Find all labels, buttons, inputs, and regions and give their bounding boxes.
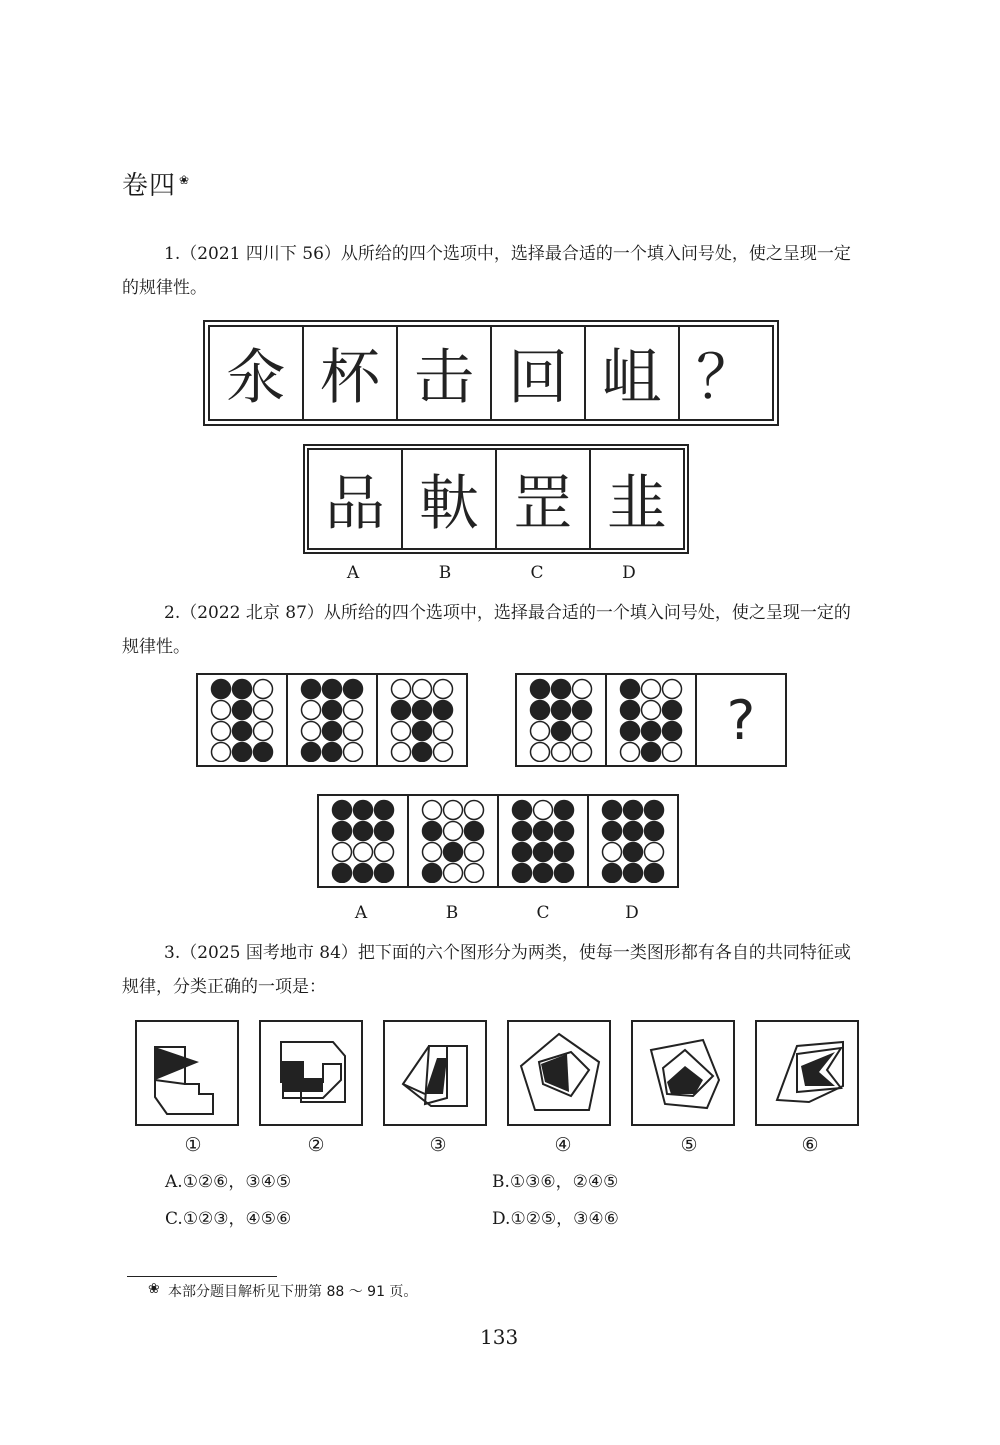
- q3-choice-d[interactable]: [492, 1204, 619, 1229]
- choice-letter: C.: [165, 1209, 183, 1229]
- filled-dot: [513, 843, 532, 862]
- filled-dot: [624, 801, 643, 820]
- filled-dot: [624, 822, 643, 841]
- q2-group1-cell: [376, 673, 468, 767]
- q3-label-5: ⑤: [680, 1134, 698, 1156]
- polygon-figure: [261, 1022, 361, 1124]
- empty-dot: [465, 864, 484, 883]
- q1-options: [303, 444, 689, 554]
- filled-dot: [413, 743, 432, 762]
- q2-option-d[interactable]: [587, 794, 679, 888]
- empty-dot: [531, 722, 550, 741]
- empty-dot: [531, 743, 550, 762]
- filled-dot: [233, 701, 252, 720]
- filled-dot: [212, 680, 231, 699]
- polygon-figure: [757, 1022, 857, 1124]
- q2-option-c[interactable]: [497, 794, 589, 888]
- filled-dot: [645, 864, 664, 883]
- filled-dot: [375, 801, 394, 820]
- q1-option-b[interactable]: 軑: [401, 448, 497, 550]
- choice-text: ①③⑥，②④⑤: [509, 1172, 619, 1192]
- filled-dot: [375, 864, 394, 883]
- filled-dot: [603, 822, 622, 841]
- filled-dot: [354, 801, 373, 820]
- empty-dot: [212, 743, 231, 762]
- q1-option-d[interactable]: 韭: [589, 448, 685, 550]
- filled-dot: [323, 701, 342, 720]
- q2-group2: [515, 673, 787, 767]
- q1-seq-cell: 击: [396, 325, 492, 421]
- q3-label-4: ④: [554, 1134, 572, 1156]
- empty-dot: [302, 701, 321, 720]
- filled-dot: [531, 701, 550, 720]
- empty-dot: [444, 801, 463, 820]
- dot-grid-figure: [511, 799, 575, 883]
- q2-label-b: B: [445, 903, 459, 923]
- q3-choice-c[interactable]: [165, 1204, 291, 1229]
- filled-dot: [423, 864, 442, 883]
- footnote-text: 本部分题目解析见下册第 88 ～ 91 页。: [168, 1284, 418, 1300]
- footnote: [148, 1281, 418, 1301]
- empty-dot: [344, 701, 363, 720]
- polygon-figure: [385, 1022, 485, 1124]
- empty-dot: [534, 801, 553, 820]
- filled-dot: [642, 743, 661, 762]
- empty-dot: [603, 843, 622, 862]
- choice-letter: A.: [165, 1172, 183, 1192]
- filled-dot: [333, 801, 352, 820]
- q1-question-cell: ？: [678, 325, 774, 421]
- filled-dot: [375, 822, 394, 841]
- empty-dot: [465, 801, 484, 820]
- q1-stem: [122, 237, 864, 305]
- empty-dot: [423, 801, 442, 820]
- dot-grid-figure: [529, 678, 593, 762]
- footnote-divider: [127, 1276, 277, 1277]
- filled-dot: [621, 722, 640, 741]
- filled-dot: [354, 864, 373, 883]
- empty-dot: [333, 843, 352, 862]
- q3-figure-4: [507, 1020, 611, 1126]
- q2-label-a: A: [354, 903, 368, 923]
- empty-dot: [663, 680, 682, 699]
- empty-dot: [573, 680, 592, 699]
- filled-dot: [323, 680, 342, 699]
- filled-dot: [233, 743, 252, 762]
- empty-dot: [392, 743, 411, 762]
- filled-dot: [513, 864, 532, 883]
- q2-group1: [196, 673, 468, 767]
- empty-dot: [254, 680, 273, 699]
- filled-dot: [434, 701, 453, 720]
- filled-dot: [534, 843, 553, 862]
- empty-dot: [663, 743, 682, 762]
- dot-grid-figure: [210, 678, 274, 762]
- filled-dot: [552, 722, 571, 741]
- empty-dot: [413, 680, 432, 699]
- q2-question-cell: ?: [695, 673, 787, 767]
- q3-choice-a[interactable]: [165, 1167, 291, 1192]
- filled-dot: [621, 680, 640, 699]
- q3-stem: [122, 936, 864, 1004]
- empty-dot: [254, 701, 273, 720]
- filled-dot: [344, 680, 363, 699]
- polygon-figure: [137, 1022, 237, 1124]
- q1-label-c: C: [530, 563, 544, 583]
- filled-dot: [624, 843, 643, 862]
- q2-label-c: C: [536, 903, 550, 923]
- dot-grid-figure: [390, 678, 454, 762]
- filled-dot: [555, 843, 574, 862]
- q2-group2-cell: [515, 673, 607, 767]
- filled-dot: [621, 701, 640, 720]
- filled-dot: [663, 722, 682, 741]
- filled-dot: [552, 701, 571, 720]
- q1-option-c[interactable]: 罡: [495, 448, 591, 550]
- filled-dot: [603, 864, 622, 883]
- filled-dot: [254, 743, 273, 762]
- empty-dot: [302, 722, 321, 741]
- q2-group2-cell: [605, 673, 697, 767]
- empty-dot: [423, 843, 442, 862]
- filled-dot: [645, 822, 664, 841]
- q3-label-2: ②: [307, 1134, 325, 1156]
- choice-text: ①②⑥，③④⑤: [182, 1172, 292, 1192]
- q2-option-a[interactable]: [317, 794, 409, 888]
- filled-dot: [423, 822, 442, 841]
- flower-mark-icon: ❀: [148, 1281, 160, 1297]
- filled-dot: [465, 822, 484, 841]
- empty-dot: [392, 680, 411, 699]
- dot-grid-figure: [331, 799, 395, 883]
- q1-seq-cell: 氽: [208, 325, 304, 421]
- filled-dot: [444, 843, 463, 862]
- empty-dot: [354, 843, 373, 862]
- polygon-figure: [633, 1022, 733, 1124]
- empty-dot: [642, 680, 661, 699]
- empty-dot: [642, 701, 661, 720]
- filled-dot: [555, 822, 574, 841]
- choice-letter: D.: [492, 1209, 511, 1229]
- q1-label-b: B: [438, 563, 452, 583]
- q1-label-a: A: [346, 563, 360, 583]
- dot-grid-figure: [421, 799, 485, 883]
- q1-sequence: [203, 320, 779, 426]
- q1-option-a[interactable]: 品: [307, 448, 403, 550]
- choice-text: ①②③，④⑤⑥: [182, 1209, 292, 1229]
- q3-text: （2025 国考地市 84）把下面的六个图形分为两类，使每一类图形都有各自的共同特征或规律，分类正确的一项是：: [122, 943, 851, 997]
- filled-dot: [302, 743, 321, 762]
- filled-dot: [333, 864, 352, 883]
- q1-label-d: D: [622, 563, 636, 583]
- filled-dot: [392, 701, 411, 720]
- q2-option-b[interactable]: [407, 794, 499, 888]
- filled-dot: [513, 822, 532, 841]
- empty-dot: [444, 864, 463, 883]
- q3-figure-2: [259, 1020, 363, 1126]
- empty-dot: [645, 843, 664, 862]
- dot-grid-figure: [601, 799, 665, 883]
- filled-dot: [663, 701, 682, 720]
- empty-dot: [212, 722, 231, 741]
- q2-stem: [122, 596, 864, 664]
- flower-mark-icon: ❀: [179, 173, 191, 188]
- filled-dot: [233, 680, 252, 699]
- filled-dot: [354, 822, 373, 841]
- empty-dot: [573, 722, 592, 741]
- filled-dot: [513, 801, 532, 820]
- filled-dot: [534, 864, 553, 883]
- empty-dot: [573, 743, 592, 762]
- dot-grid-figure: [619, 678, 683, 762]
- empty-dot: [434, 743, 453, 762]
- filled-dot: [573, 701, 592, 720]
- filled-dot: [531, 680, 550, 699]
- q2-text: （2022 北京 87）从所给的四个选项中，选择最合适的一个填入问号处，使之呈现一定的规律性。: [122, 603, 851, 657]
- filled-dot: [552, 680, 571, 699]
- page-number: 133: [480, 1325, 519, 1349]
- filled-dot: [302, 680, 321, 699]
- empty-dot: [465, 843, 484, 862]
- q3-figure-6: [755, 1020, 859, 1126]
- section-title-text: 卷四: [122, 171, 177, 201]
- q3-figure-1: [135, 1020, 239, 1126]
- q2-group1-cell: [286, 673, 378, 767]
- q3-label-3: ③: [429, 1134, 447, 1156]
- q1-number: 1.: [164, 244, 181, 264]
- q2-number: 2.: [164, 603, 181, 623]
- dot-grid-figure: [300, 678, 364, 762]
- filled-dot: [323, 743, 342, 762]
- filled-dot: [642, 722, 661, 741]
- choice-text: ①②⑤，③④⑥: [510, 1209, 619, 1229]
- q1-sequence-frame: [203, 320, 779, 426]
- empty-dot: [344, 743, 363, 762]
- q3-figure-3: [383, 1020, 487, 1126]
- section-title: [122, 165, 190, 202]
- empty-dot: [344, 722, 363, 741]
- q1-seq-cell: 回: [490, 325, 586, 421]
- empty-dot: [375, 843, 394, 862]
- filled-dot: [645, 801, 664, 820]
- empty-dot: [552, 743, 571, 762]
- q1-text: （2021 四川下 56）从所给的四个选项中，选择最合适的一个填入问号处，使之呈现一定的规律性。: [122, 244, 851, 298]
- q2-group1-cell: [196, 673, 288, 767]
- empty-dot: [434, 722, 453, 741]
- q3-label-1: ①: [184, 1134, 202, 1156]
- filled-dot: [624, 864, 643, 883]
- q3-label-6: ⑥: [801, 1134, 819, 1156]
- empty-dot: [621, 743, 640, 762]
- empty-dot: [254, 722, 273, 741]
- q3-figure-5: [631, 1020, 735, 1126]
- filled-dot: [413, 722, 432, 741]
- q3-number: 3.: [164, 943, 181, 963]
- q2-label-d: D: [625, 903, 639, 923]
- choice-letter: B.: [492, 1172, 510, 1192]
- filled-dot: [555, 801, 574, 820]
- filled-dot: [555, 864, 574, 883]
- filled-dot: [413, 701, 432, 720]
- filled-dot: [323, 722, 342, 741]
- empty-dot: [392, 722, 411, 741]
- empty-dot: [434, 680, 453, 699]
- filled-dot: [603, 801, 622, 820]
- polygon-figure: [509, 1022, 609, 1124]
- q1-options-frame: [303, 444, 689, 554]
- filled-dot: [534, 822, 553, 841]
- q3-choice-b[interactable]: [492, 1167, 618, 1192]
- filled-dot: [233, 722, 252, 741]
- q2-options: [317, 794, 679, 888]
- filled-dot: [333, 822, 352, 841]
- empty-dot: [444, 822, 463, 841]
- empty-dot: [212, 701, 231, 720]
- q1-seq-cell: 岨: [584, 325, 680, 421]
- q1-seq-cell: 杯: [302, 325, 398, 421]
